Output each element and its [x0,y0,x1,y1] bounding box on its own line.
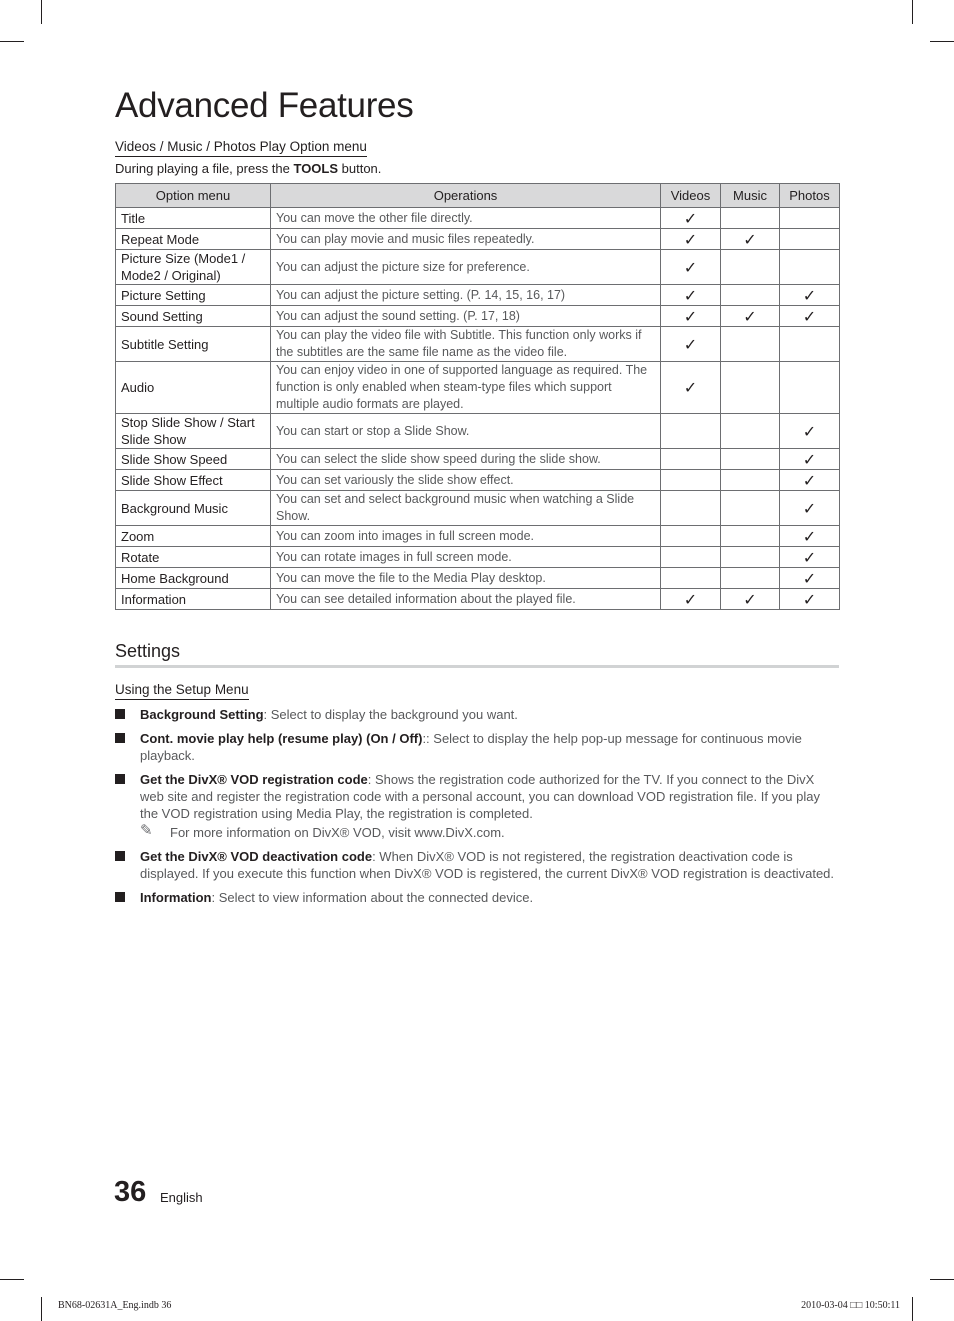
table-cell-operation: You can set and select background music when watching a Slide Show. [271,491,661,526]
table-cell-videos [661,547,721,568]
table-cell-operation: You can enjoy video in one of supported language as required. The function is only enabled when steam-type files which support multiple audio formats are played. [271,362,661,414]
tools-key-label: TOOLS [293,161,339,176]
table-row [116,250,840,285]
table-cell-option: Subtitle Setting [116,327,271,362]
bullet-square-icon [115,851,125,861]
table-row [116,327,840,362]
crop-mark [0,41,24,42]
list-item [115,848,839,882]
bullet-square-icon [115,709,125,719]
table-cell-music: ✓ [721,589,780,610]
note-text: For more information on DivX® VOD, visit www.DivX.com. [170,825,505,840]
table-cell-photos: ✓ [780,526,840,547]
column-header-videos: Videos [661,184,721,208]
crop-mark [930,41,954,42]
table-body [116,208,840,610]
table-cell-operation: You can move the other file directly. [271,208,661,229]
table-cell-music [721,568,780,589]
table-cell-operation: You can rotate images in full screen mode. [271,547,661,568]
intro-text-start: During playing a file, press the [115,161,294,176]
table-cell-option: Slide Show Speed [116,449,271,470]
table-cell-music [721,414,780,449]
table-cell-photos [780,250,840,285]
table-cell-videos: ✓ [661,208,721,229]
table-cell-operation: You can select the slide show speed during the slide show. [271,449,661,470]
crop-mark [0,1279,24,1280]
page-language: English [160,1190,203,1205]
table-cell-option: Zoom [116,526,271,547]
list-item [115,889,839,906]
table-cell-videos: ✓ [661,285,721,306]
list-item-term: Cont. movie play help (resume play) (On / Off) [140,731,423,746]
table-row [116,449,840,470]
column-header-operations: Operations [271,184,661,208]
list-item-text: : Select to display the background you want. [263,707,518,722]
table-row [116,526,840,547]
table-cell-photos [780,327,840,362]
table-cell-music: ✓ [721,306,780,327]
table-cell-option: Information [116,589,271,610]
pencil-note-icon: ✎ [140,821,153,839]
table-row [116,568,840,589]
bullet-square-icon [115,892,125,902]
table-cell-photos: ✓ [780,547,840,568]
table-row [116,306,840,327]
table-cell-videos [661,414,721,449]
table-cell-option: Home Background [116,568,271,589]
table-cell-option: Repeat Mode [116,229,271,250]
bullet-square-icon [115,774,125,784]
table-cell-operation: You can set variously the slide show effect. [271,470,661,491]
table-cell-music [721,208,780,229]
table-cell-photos: ✓ [780,449,840,470]
list-item-text: : Shows the registration code authorized for the TV. If you connect to the DivX web site and register the registration code with a personal account, you can download VOD registration file. If you play the VOD registration using Media Play, the registration is completed. [140,772,820,821]
table-cell-videos [661,568,721,589]
table-cell-videos: ✓ [661,250,721,285]
table-cell-music [721,470,780,491]
table-cell-photos: ✓ [780,470,840,491]
list-item-text: : When DivX® VOD is not registered, the registration deactivation code is displayed. If you execute this function when DivX® VOD is registered, the current DivX® VOD registration is deactivated. [140,849,835,881]
table-cell-videos: ✓ [661,327,721,362]
table-cell-music [721,547,780,568]
list-item-term: Background Setting [140,707,264,722]
table-cell-operation: You can zoom into images in full screen mode. [271,526,661,547]
table-cell-videos: ✓ [661,229,721,250]
column-header-photos: Photos [780,184,840,208]
table-cell-option: Background Music [116,491,271,526]
table-row [116,229,840,250]
list-item [115,771,839,822]
table-row [116,208,840,229]
table-cell-operation: You can see detailed information about the played file. [271,589,661,610]
list-item-text: :: Select to display the help pop-up message for continuous movie playback. [140,731,802,763]
table-cell-videos [661,449,721,470]
crop-mark [930,1279,954,1280]
table-cell-photos: ✓ [780,589,840,610]
column-header-music: Music [721,184,780,208]
table-cell-music [721,362,780,414]
list-item-term: Get the DivX® VOD registration code [140,772,368,787]
print-timestamp: 2010-03-04 □□ 10:50:11 [801,1300,900,1311]
settings-heading: Settings [115,641,839,668]
table-cell-photos: ✓ [780,306,840,327]
table-cell-option: Audio [116,362,271,414]
table-cell-music [721,526,780,547]
table-cell-operation: You can adjust the picture size for preference. [271,250,661,285]
table-cell-option: Rotate [116,547,271,568]
table-cell-option: Picture Setting [116,285,271,306]
table-cell-music: ✓ [721,229,780,250]
table-cell-operation: You can adjust the picture setting. (P. 14, 15, 16, 17) [271,285,661,306]
intro-text [115,161,381,176]
bullet-square-icon [115,733,125,743]
table-row [116,547,840,568]
crop-mark [41,0,42,24]
table-cell-videos [661,491,721,526]
table-cell-option: Sound Setting [116,306,271,327]
list-item [115,730,839,764]
table-cell-videos: ✓ [661,306,721,327]
crop-mark [912,1297,913,1321]
table-cell-music [721,491,780,526]
table-cell-photos: ✓ [780,491,840,526]
table-row [116,589,840,610]
table-row [116,414,840,449]
settings-list [115,706,839,913]
table-cell-photos: ✓ [780,568,840,589]
setup-menu-subheading: Using the Setup Menu [115,682,249,700]
table-cell-photos [780,208,840,229]
table-cell-operation: You can adjust the sound setting. (P. 17, 18) [271,306,661,327]
table-cell-music [721,285,780,306]
table-row [116,362,840,414]
table-row [116,470,840,491]
table-cell-videos: ✓ [661,589,721,610]
table-cell-option: Title [116,208,271,229]
table-row [116,491,840,526]
crop-mark [912,0,913,24]
option-menu-table [115,183,840,610]
table-cell-operation: You can play movie and music files repeatedly. [271,229,661,250]
column-header-option: Option menu [116,184,271,208]
table-cell-music [721,449,780,470]
table-row [116,285,840,306]
intro-text-end: button. [338,161,382,176]
table-cell-photos [780,362,840,414]
table-cell-option: Stop Slide Show / Start Slide Show [116,414,271,449]
print-file-slug: BN68-02631A_Eng.indb 36 [58,1300,172,1311]
table-cell-operation: You can play the video file with Subtitle. This function only works if the subtitles are the same file name as the video file. [271,327,661,362]
list-item-term: Information [140,890,212,905]
table-cell-music [721,327,780,362]
table-cell-operation: You can start or stop a Slide Show. [271,414,661,449]
table-cell-option: Picture Size (Mode1 / Mode2 / Original) [116,250,271,285]
page-title: Advanced Features [115,86,414,125]
table-cell-operation: You can move the file to the Media Play desktop. [271,568,661,589]
table-cell-videos: ✓ [661,362,721,414]
divx-note [115,821,839,841]
crop-mark [41,1297,42,1321]
table-cell-videos [661,470,721,491]
list-item [115,706,839,723]
list-item-text: : Select to view information about the connected device. [211,890,534,905]
table-cell-option: Slide Show Effect [116,470,271,491]
table-cell-videos [661,526,721,547]
table-cell-photos: ✓ [780,285,840,306]
page-number: 36 [114,1176,147,1208]
table-cell-photos [780,229,840,250]
list-item-term: Get the DivX® VOD deactivation code [140,849,373,864]
table-header-row [116,184,840,208]
table-cell-photos: ✓ [780,414,840,449]
table-cell-music [721,250,780,285]
section-subheading: Videos / Music / Photos Play Option menu [115,139,367,157]
